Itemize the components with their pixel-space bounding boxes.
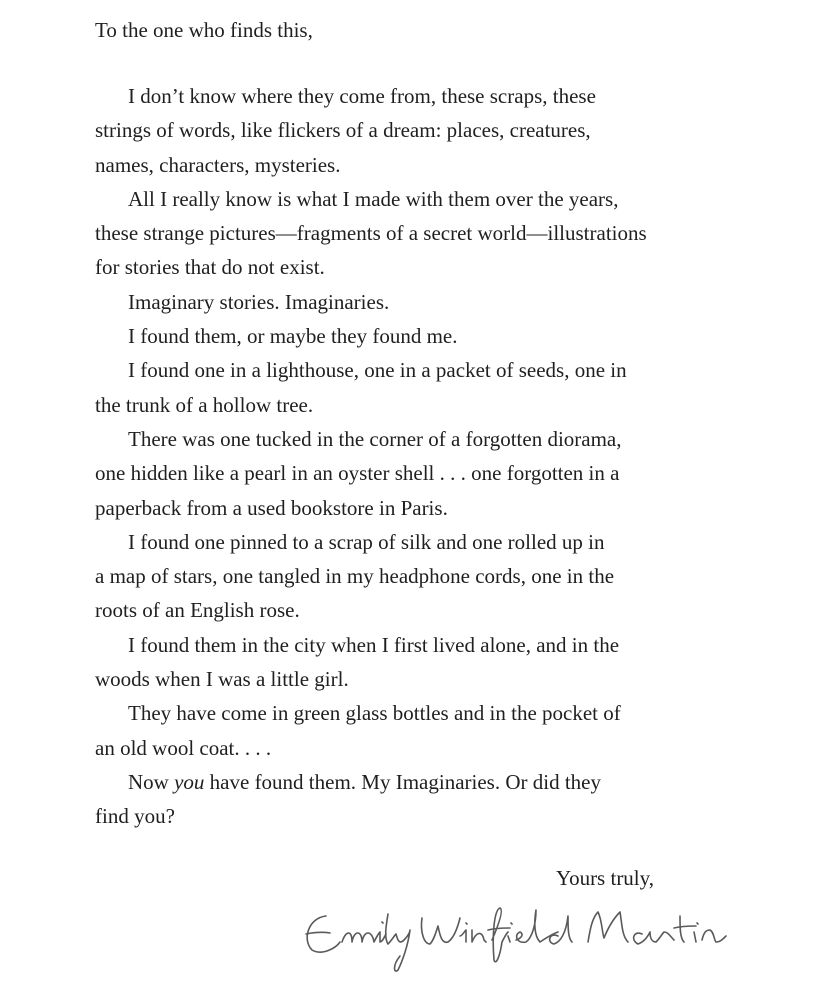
signature-stroke xyxy=(488,908,512,962)
signature-stroke xyxy=(472,930,486,942)
text-line xyxy=(95,768,735,802)
letter-body xyxy=(95,82,735,837)
salutation: To the one who finds this, xyxy=(95,18,313,42)
text-line: find you? xyxy=(95,804,175,829)
paragraph xyxy=(95,356,735,425)
text-line: I found one pinned to a scrap of silk and one rolled up in xyxy=(128,529,605,554)
text-line: a map of stars, one tangled in my headphone cords, one in the xyxy=(95,564,615,589)
signature-stroke xyxy=(306,916,340,952)
text-line: for stories that do not exist. xyxy=(95,255,325,280)
paragraph xyxy=(95,82,735,185)
signature-stroke xyxy=(588,912,628,942)
text-line: All I really know is what I made with them over the years, xyxy=(128,186,619,211)
text-fragment: Now xyxy=(128,769,175,794)
signature-stroke xyxy=(702,930,726,942)
text-line: I found them, or maybe they found me. xyxy=(128,324,458,349)
text-line: There was one tucked in the corner of a forgotten diorama, xyxy=(128,426,622,451)
signature-stroke xyxy=(674,916,698,942)
signature-stroke xyxy=(550,916,572,944)
text-line: I don’t know where they come from, these scraps, these xyxy=(128,84,596,108)
signature-stroke xyxy=(421,918,467,944)
paragraph xyxy=(95,185,735,288)
closing: Yours truly, xyxy=(556,866,655,890)
text-line: I found one in a lighthouse, one in a packet of seeds, one in xyxy=(128,358,627,383)
paragraph xyxy=(95,322,735,356)
signature-stroke xyxy=(634,932,674,944)
text-line: one hidden like a pearl in an oyster shell . . . one forgotten in a xyxy=(95,461,620,486)
paragraph xyxy=(95,528,735,631)
text-line: these strange pictures—fragments of a secret world—illustrations xyxy=(95,221,647,246)
text-line: names, characters, mysteries. xyxy=(95,152,341,177)
paragraph xyxy=(95,288,735,322)
text-line: the trunk of a hollow tree. xyxy=(95,392,314,417)
paragraph xyxy=(95,631,735,700)
paragraph xyxy=(95,699,735,768)
text-line: woods when I was a little girl. xyxy=(95,667,349,692)
text-line: roots of an English rose. xyxy=(95,598,300,623)
text-line: They have come in green glass bottles and in the pocket of xyxy=(128,701,621,726)
text-line: I found them in the city when I first lived alone, and in the xyxy=(128,632,620,657)
signature xyxy=(296,896,736,986)
text-fragment: have found them. My Imaginaries. Or did they xyxy=(204,769,601,794)
text-line: Imaginary stories. Imaginaries. xyxy=(128,289,390,314)
signature-stroke xyxy=(342,922,386,942)
text-line: paperback from a used bookstore in Paris. xyxy=(95,495,448,520)
emphasized-word: you xyxy=(174,769,205,794)
signature-stroke xyxy=(386,914,410,971)
signature-stroke xyxy=(516,910,558,942)
paragraph xyxy=(95,768,735,837)
text-line: strings of words, like flickers of a dream: places, creatures, xyxy=(95,118,591,143)
paragraph xyxy=(95,425,735,528)
signature-drawing xyxy=(296,896,736,986)
text-line: an old wool coat. . . . xyxy=(95,735,272,760)
